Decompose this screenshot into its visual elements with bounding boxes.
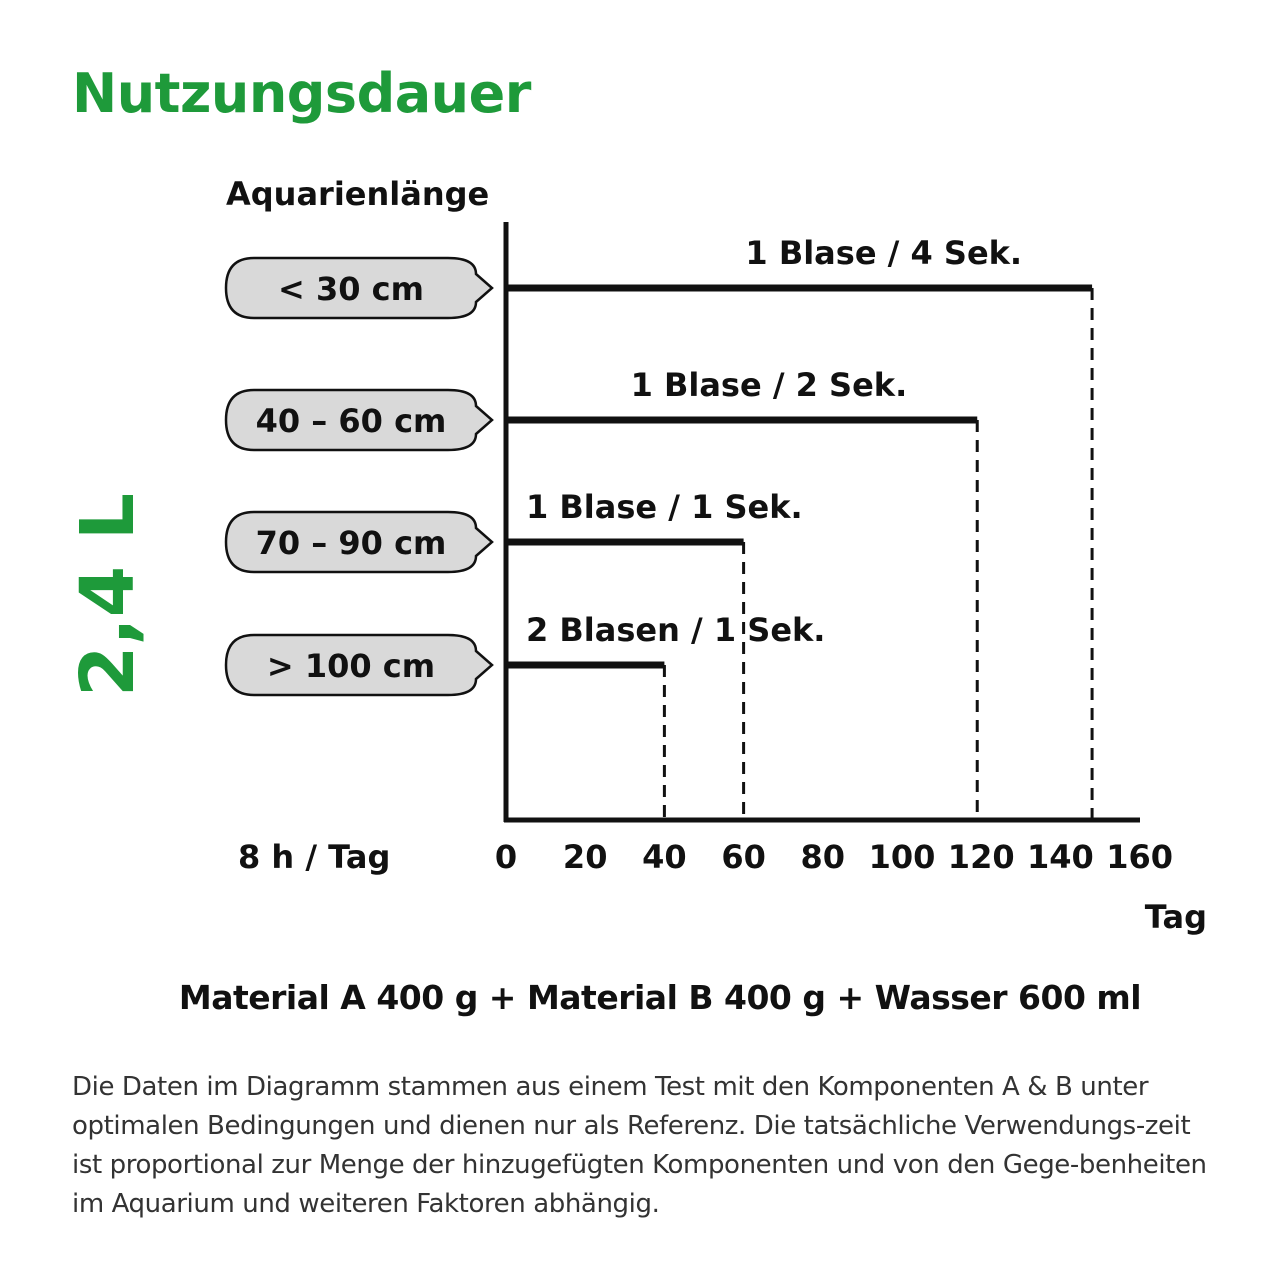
material-formula: Material A 400 g + Material B 400 g + Wasser 600 ml (178, 978, 1142, 1017)
y-axis-title: Aquarienlänge (226, 175, 490, 213)
category-label: < 30 cm (278, 270, 424, 308)
x-tick-label: 20 (562, 838, 608, 876)
x-tick-label: 40 (642, 838, 687, 876)
x-tick-label: 160 (1106, 838, 1173, 876)
category-label: 70 – 90 cm (255, 524, 447, 562)
x-tick-label: 140 (1027, 838, 1094, 876)
x-tick-label: 0 (494, 838, 518, 876)
bar-annotation: 1 Blase / 4 Sek. (745, 234, 1023, 272)
x-tick-label: 100 (868, 838, 936, 876)
x-tick-label: 120 (947, 838, 1015, 876)
x-axis-title: Tag (1144, 898, 1207, 936)
category-label: > 100 cm (266, 647, 436, 685)
x-tick-label: 60 (721, 838, 766, 876)
x-tick-label: 80 (800, 838, 846, 876)
category-label: 40 – 60 cm (255, 402, 447, 440)
bar-annotation: 1 Blase / 2 Sek. (630, 366, 908, 404)
side-volume-label: 2,4 L (65, 492, 151, 698)
bar-annotation: 2 Blasen / 1 Sek. (526, 611, 826, 649)
bar-annotation: 1 Blase / 1 Sek. (526, 488, 803, 526)
x-prefix-label: 8 h / Tag (238, 838, 391, 876)
disclaimer-note: Die Daten im Diagramm stammen aus einem Test mit den Komponenten A & B unter optimalen Bedingungen und dienen nur als Referenz. Die tatsächliche Verwendungs-zeit ist proportional zur Menge der hinzugefügten Komponenten und von den Gege-benheiten im Aquarium und weiteren Faktoren abhängig. (72, 1072, 1207, 1219)
page-title: Nutzungsdauer (72, 62, 531, 125)
